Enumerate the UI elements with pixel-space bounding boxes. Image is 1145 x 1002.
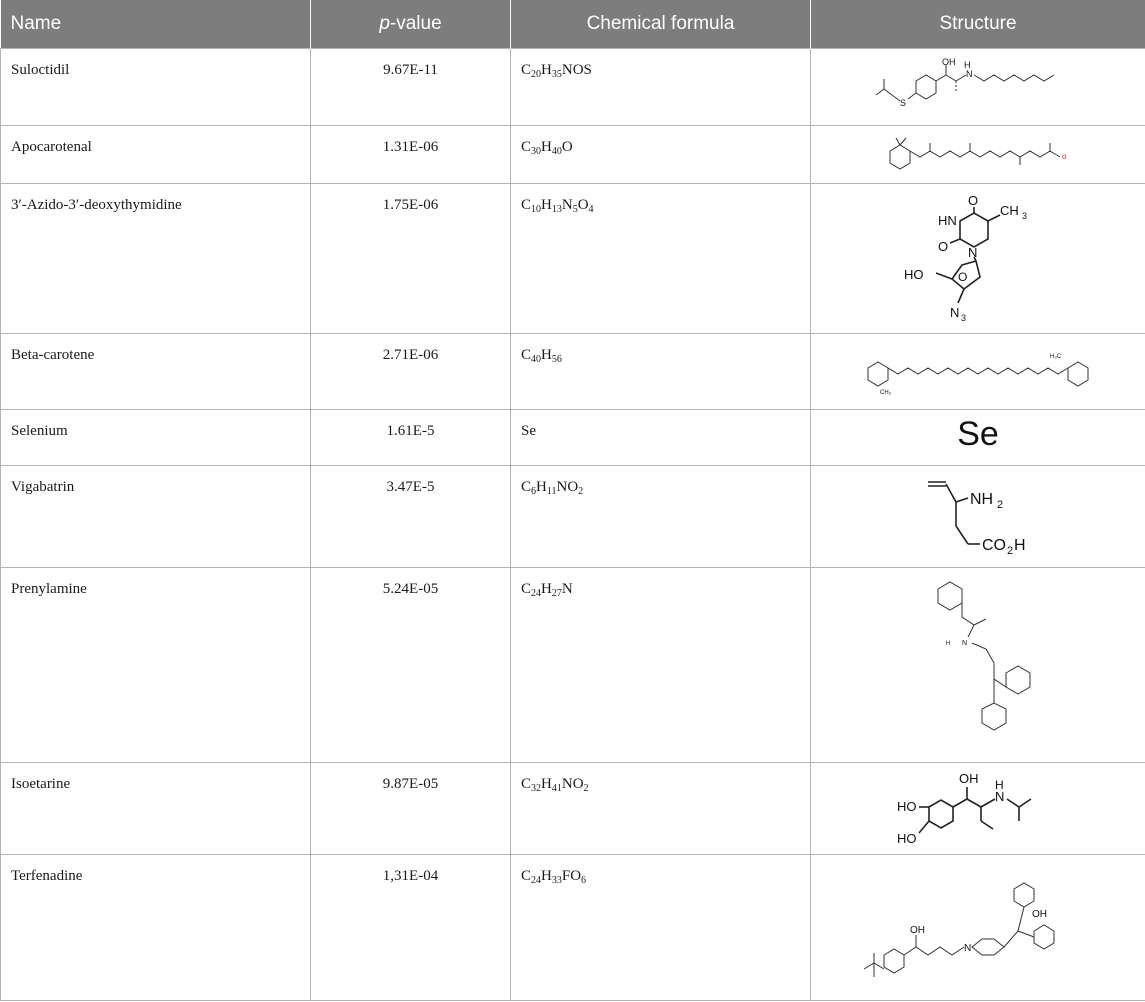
compound-name: Terfenadine [1,855,311,1001]
prenylamine-structure [898,573,1058,758]
svg-text:N: N [964,942,972,954]
formula-subscript: 13 [551,204,562,215]
svg-text:H: H [1014,536,1026,554]
p-value: 5.24E-05 [311,568,511,763]
svg-text:NH: NH [970,490,994,508]
formula-element: H [541,776,552,792]
formula-subscript: 56 [551,354,562,365]
compound-name: Apocarotenal [1,126,311,184]
structure-cell [811,126,1145,184]
suloctidil-structure [868,57,1088,117]
svg-text:N: N [968,245,978,260]
p-value: 9.87E-05 [311,763,511,855]
formula-subscript: 6 [581,875,587,886]
chemical-formula [511,763,811,855]
formula-subscript: 2 [583,783,589,794]
p-value: 9.67E-11 [311,49,511,126]
svg-text:O: O [958,270,968,284]
svg-text:H: H [964,60,971,70]
svg-text:3: 3 [1022,211,1028,221]
formula-element: H [541,197,552,213]
vigabatrin-structure [908,472,1048,562]
selenium-symbol: Se [957,415,999,453]
formula-element: C [521,139,532,155]
chemical-formula [511,466,811,568]
svg-text:N: N [966,69,973,79]
svg-text:OH: OH [910,924,925,936]
formula-subscript: 40 [531,354,542,365]
chemical-formula [511,49,811,126]
structure-cell [811,763,1145,855]
formula-subscript: 27 [551,588,562,599]
formula-element: H [541,581,552,597]
formula-element: NO [561,776,584,792]
structure-cell [811,568,1145,763]
formula-subscript: 6 [531,486,537,497]
svg-text:OH: OH [1032,908,1047,920]
compound-name: Selenium [1,410,311,466]
formula-element: C [521,479,532,495]
formula-element: C [521,868,532,884]
svg-text:OH: OH [942,57,956,67]
formula-subscript: 10 [531,204,542,215]
azt-structure [888,191,1068,326]
formula-element: C [521,581,532,597]
chemical-formula [511,855,811,1001]
formula-element: C [521,197,532,213]
svg-text:3: 3 [961,313,967,323]
compound-name: Vigabatrin [1,466,311,568]
svg-text:OH: OH [959,770,979,786]
svg-text:2: 2 [997,498,1004,511]
p-value: 1,31E-04 [311,855,511,1001]
svg-text:HO: HO [897,830,917,846]
svg-text:CH: CH [1000,203,1019,218]
formula-element: NOS [561,62,592,78]
header-row [1,0,1145,49]
formula-element: H [536,479,547,495]
header-pvalue-italic: p [379,13,390,34]
formula-subscript: 35 [551,69,562,80]
svg-text:N: N [950,305,960,320]
formula-subscript: 24 [531,588,542,599]
structure-cell [811,49,1145,126]
formula-element: H [541,62,552,78]
p-value: 2.71E-06 [311,334,511,410]
formula-element: N [561,581,573,597]
formula-element: Se [521,423,536,439]
formula-element: O [561,139,573,155]
svg-text:H: H [995,777,1004,792]
formula-subscript: 40 [551,146,562,157]
chemical-formula [511,410,811,466]
formula-subscript: 20 [531,69,542,80]
table-row [1,184,1145,334]
structure-cell [811,184,1145,334]
svg-text:N: N [995,788,1005,804]
chemical-formula [511,184,811,334]
formula-element: NO [556,479,579,495]
svg-text:H₃C: H₃C [1050,353,1062,360]
svg-text:CO: CO [982,536,1006,554]
svg-text:CH₃: CH₃ [880,389,892,396]
p-value: 1.75E-06 [311,184,511,334]
svg-text:HO: HO [897,798,917,814]
formula-element: H [541,139,552,155]
formula-subscript: 24 [531,875,542,886]
table-row [1,49,1145,126]
formula-element: C [521,776,532,792]
table-row [1,410,1145,466]
svg-text:O: O [968,193,979,208]
compound-name: Isoetarine [1,763,311,855]
svg-text:H: H [946,640,951,647]
beta-carotene-structure [858,344,1098,400]
formula-subscript: 2 [578,486,584,497]
p-value: 3.47E-5 [311,466,511,568]
terfenadine-structure [858,859,1098,997]
svg-text:S: S [900,98,907,108]
header-name: Name [1,0,311,49]
structure-cell [811,334,1145,410]
p-value: 1.61E-5 [311,410,511,466]
isoetarine-structure [883,767,1073,851]
compound-name: Suloctidil [1,49,311,126]
svg-text:o: o [1062,151,1067,161]
table-row [1,568,1145,763]
structure-cell [811,410,1145,466]
chemical-formula [511,334,811,410]
p-value: 1.31E-06 [311,126,511,184]
formula-subscript: 41 [551,783,562,794]
formula-element: C [521,62,532,78]
formula-element: O [577,197,589,213]
structure-cell [811,466,1145,568]
structure-cell [811,855,1145,1001]
header-pvalue-rest: -value [389,13,442,34]
table-row [1,763,1145,855]
header-structure: Structure [811,0,1145,49]
compound-name: Prenylamine [1,568,311,763]
table-row [1,466,1145,568]
formula-element: H [541,347,552,363]
formula-subscript: 11 [546,486,557,497]
table-row [1,126,1145,184]
table-row [1,334,1145,410]
apocarotenal-structure [878,135,1078,175]
formula-element: H [541,868,552,884]
formula-subscript: 5 [572,204,578,215]
header-formula: Chemical formula [511,0,811,49]
chemical-formula [511,568,811,763]
header-pvalue [311,0,511,49]
formula-subscript: 33 [551,875,562,886]
table-row [1,855,1145,1001]
formula-element: C [521,347,532,363]
formula-subscript: 30 [531,146,542,157]
formula-element: N [561,197,573,213]
svg-text:N: N [962,639,968,647]
chemical-formula [511,126,811,184]
compound-name: 3′-Azido-3′-deoxythymidine [1,184,311,334]
svg-text:2: 2 [1007,544,1014,557]
formula-subscript: 4 [588,204,594,215]
formula-element: FO [561,868,582,884]
svg-text:HO: HO [904,267,924,282]
svg-text:O: O [938,239,949,254]
svg-text:HN: HN [938,213,957,228]
compound-name: Beta-carotene [1,334,311,410]
formula-subscript: 32 [531,783,542,794]
